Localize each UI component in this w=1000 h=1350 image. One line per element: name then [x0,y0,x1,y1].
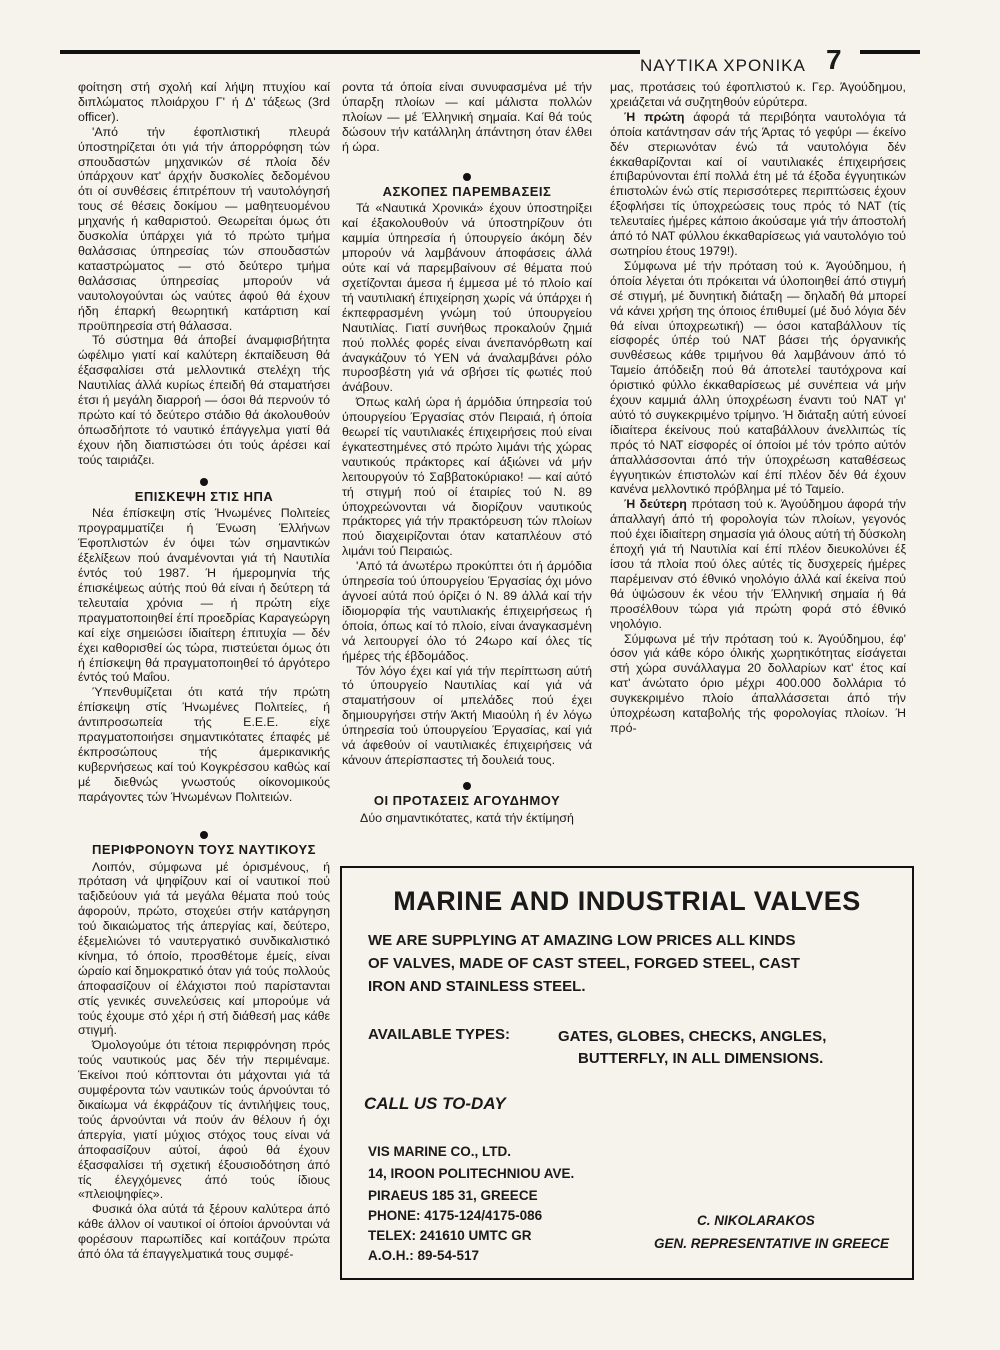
header-rule-right [860,50,920,54]
ad-rep-name: C. NIKOLARAKOS [697,1213,815,1228]
ad-text-line: OF VALVES, MADE OF CAST STEEL, FORGED STEEL, CAST [368,955,800,972]
ad-text-line: IRON AND STAINLESS STEEL. [368,978,586,995]
ad-types-list [558,1026,898,1070]
paragraph: Τά «Ναυτικά Χρονικά» έχουν ύποστηρίξει καί έξακολουθούν νά ύποστηρίζουν ότι καμμία ύπηρεσία ή ύπουργείο άκόμη δέν μπορούν νά λαμβάνουν άποφάσεις άλλά ούτε καί νά παρεμβαίνουν σέ θέματα πού σχετίζονται άμεσα ή έμμεσα μέ τό πλοίο καί τή ναυτιλιακή έπιχείρηση χωρίς νά ύπάρχει ή έκπεφρασμένη γνώμη τού ύπουργείου Ναυτιλίας. Γιατί συνήθως προκαλούν ζημιά πού πολλές φορές είναι άνεπανόρθωτη καί άναγκάζουν τό ΥΕΝ νά άναλαμβάνει ρόλο πυροσβέστη γιά νά σβήσει τίς φωτιές πού άνάβουν. [342,201,592,395]
ad-available-label: AVAILABLE TYPES: [368,1026,510,1043]
bullet-dot [463,782,471,790]
paragraph [610,497,906,631]
section-subheading: Δύο σημαντικότατες, κατά τήν έκτίμησή [360,810,574,825]
paragraph: μας, προτάσεις τού έφοπλιστού κ. Γερ. Άγούδημου, χρειάζεται νά συζητηθούν εύρύτερα. [610,80,906,109]
magazine-title: ΝΑΥΤΙΚΑ ΧΡΟΝΙΚΑ [640,56,806,75]
ad-types-line: GATES, GLOBES, CHECKS, ANGLES, [558,1028,827,1045]
ad-aoh: A.O.H.: 89-54-517 [368,1248,480,1263]
paragraph-body: άφορά τά περιβόητα ναυτολόγια τά όποία κατάντησαν σάν τής Άρτας τό γεφύρι — έκείνο δέν στεριωνόταν ένώ τά ναυτολόγια δέν έκκαθαρίζονται καί οί ναυτιλιακές έπιχειρήσεις έπιβαρύνονται έπί πολλά έτη μέ τά έξοδα έγγυητικών έπιστολών ένώ στίς περισσότερες περιπτώσεις έχουν έξοφλήσει τίς ύποχρεώσεις τους πρός τό ΝΑΤ (τίς τελευταίες ήμέρες κάποιο άκούσαμε γιά τήν άποστολή άπό τό ΝΑΤ φύλλου έκκαθαρίσεως γιά ναυτολόγιο τού σωτηρίου έτους 1979!). [610,109,906,258]
lead-text: Ή δεύτερη [624,497,687,512]
paragraph: Σύμφωνα μέ τήν πρόταση τού κ. Άγούδημου, ή όποία λέγεται ότι πρόκειται νά ύλοποιηθεί άπό στιγμή σέ στιγμή, μέ δυνητική διάταξη — δηλαδή θά μπορεί νά κάνει χρήση της όποιος έπιθυμεί (μέ δυό λόγια δέν θά είναι ύποχρεωτική) — όσοι καταβάλλουν τίς είσφορές ύπέρ τού ΝΑΤ βάσει τής όργανικής συνθέσεως κάθε τριμήνου θά λαμβάνουν άπό τό Ταμείο άπόδειξη πού θά άποτελεί ταυτόχρονα καί όριστικό φύλλο έκκαθαρίσεως μέ συνέπεια νά μήν έχουν καμμιά άλλη ύποχρέωση έναντι τού ΝΑΤ γι' αύτό τό συγκεκριμένο τρίμηνο. Ή διάταξη αύτή εύνοεί ίδιαίτερα έκείνους πού καταβάλλουν άνελλιπώς τίς πρός τό ΝΑΤ είσφορές οί όποίοι μέ τόν τρόπο αύτόν άπαλλάσσονται άπό τήν ύποχρέωση καταθέσεως έγγυητικών έπιστολών καί έπί πλέον δέν θά έχουν κανένα μελλοντικό πρόβλημα μέ τό Ταμείο. [610,258,906,497]
ad-title: MARINE AND INDUSTRIAL VALVES [393,886,861,916]
section-heading: ΠΕΡΙΦΡΟΝΟΥΝ ΤΟΥΣ ΝΑΥΤΙΚΟΥΣ [92,841,316,857]
column-3 [610,80,906,736]
paragraph [610,110,906,259]
paragraph: Λοιπόν, σύμφωνα μέ όρισμένους, ή πρόταση νά ψηφίζουν καί οί ναυτικοί πού ταξιδεύουν γιά τά μεγάλα θέματα πού τούς άφορούν, πρώτο, στοχεύει στήν κατάργηση τού δικαιώματος τής άπεργίας καί, δεύτερο, έξεμελιώνει τό ναυτεργατικό συνδικαλιστικό κίνημα, τό όποίο, προσθέτομε έμείς, είναι ώραίο καί δημοκρατικό όταν γιά τούς πολλούς άποφασίζουν οί έλάχιστοι πού παρίστανται στίς γενικές συνελεύσεις καί μπορούμε νά τούς έχουμε στό χέρι ή στή διάθεσή μας κάθε στιγμή. [78,859,330,1038]
paragraph: Ύπενθυμίζεται ότι κατά τήν πρώτη έπίσκεψη στίς Ήνωμένες Πολιτείες, ή άντιπροσωπεία τής Ε.Ε.Ε. είχε πραγματοποιήσει σημαντικότατες έπαφές μέ έκπροσώπους τής άμερικανικής κυβερνήσεως καί τού Κογκρέσσου καθώς καί μέ διεθνώς γνωστούς οίκονομικούς παράγοντες τών Ήνωμένων Πολιτειών. [78,685,330,804]
bullet-dot [463,173,471,181]
paragraph: ροντα τά όποία είναι συνυφασμένα μέ τήν ύπαρξη πλοίων — καί μάλιστα πολλών πλοίων — μέ Έλληνική σημαία. Καί θά τούς δώσουν τήν κατάλληλη άπάντηση όταν έλθει ή ώρα. [342,80,592,154]
paragraph: 'Από τά άνωτέρω προκύπτει ότι ή άρμόδια ύπηρεσία τού ύπουργείου Έργασίας όχι μόνο άγνοεί αύτά πού όρίζει ό Ν. 89 άλλά καί τήν ίδιομορφία τής ναυτιλιακής έπιχειρήσεως ή όποία, όπως καί τό πλοίο, είναι άναγκασμένη νά λειτουργεί όλο τό 24ωρο καί όλες τίς ήμέρες τής έβδομάδος. [342,559,592,663]
ad-telex: TELEX: 241610 UMTC GR [368,1228,532,1243]
bullet-dot [200,831,208,839]
ad-rep-title: GEN. REPRESENTATIVE IN GREECE [654,1236,890,1251]
paragraph: Τόν λόγο έχει καί γιά τήν περίπτωση αύτή τό ύπουργείο Ναυτιλίας καί γιά νά σταματήσουν οί μπελάδες πού έχει δημιουργήσει στήν Άκτή Μιαούλη ή έν λόγω ύπηρεσία τού ύπουργείου Έργασίας, καί γιά νά άφεθούν οί ναυτιλιακές έπιχειρήσεις νά κάνουν άπερίσπαστες τή δουλειά τους. [342,663,592,767]
paragraph: Τό σύστημα θά άποβεί άναμφισβήτητα ώφέλιμο γιατί καί καλύτερη έκπαίδευση θά έξασφαλίσει στά μελλοντικά στελέχη τής Ναυτιλίας άλλά κυρίως έπειδή θά σταματήσει έτσι ή μεγάλη διαρροή — όσοι θά περνούν τό πρώτο καί τό δεύτερο στάδιο θά άκολουθούν όπωσδήποτε τό ναυτικό έπάγγελμα γιατί θά έχουν ήδη διαπιστώσει ότι τούς άρέσει καί τούς ταιριάζει. [78,333,330,467]
ad-address: PIRAEUS 185 31, GREECE [368,1188,538,1203]
paragraph: Φυσικά όλα αύτά τά ξέρουν καλύτερα άπό κάθε άλλον οί ναυτικοί οί όποίοι άρνούνται νά φορέσουν παρωπίδες καί κοιτάζουν πρώτα άπό όλα τά έπαγγελματικά τους συμφέ- [78,1202,330,1262]
bullet-dot [200,478,208,486]
ad-call-to-action: CALL US TO-DAY [364,1094,506,1113]
ad-company-name: VIS MARINE CO., LTD. [368,1144,512,1159]
paragraph: Όμολογούμε ότι τέτοια περιφρόνηση πρός τούς ναυτικούς μας δέν τήν περιμέναμε. Έκείνοι πού κόπτονται ότι μάχονται γιά τά συμφέροντα τών ναυτικών τούς άρνούνται τό δικαίωμα νά έκφράζουν τίς άντιλήψεις τους, τούς άρνούνται νά πούν άν θέλουν ή όχι άπεργία, γιατί μύχιος στόχος τους είναι νά άποφασίζουν αύτοί, άφού θά έχουν έξασφαλίσει τή σχετική έξουσιοδότηση άπό τίς έλεγχόμενες άπό τούς ίδιους «πλειοψηφίες». [78,1038,330,1202]
ad-types-line: BUTTERFLY, IN ALL DIMENSIONS. [578,1050,824,1067]
ad-address: 14, IROON POLITECHNIOU AVE. [368,1166,575,1181]
column-2 [342,80,592,826]
column-1 [78,80,330,1262]
paragraph: Νέα έπίσκεψη στίς Ήνωμένες Πολιτείες προγραμματίζει ή Ένωση Έλλήνων Έφοπλιστών έν όψει τών σημαντικών έξελίξεων πού άναμένονται γιά τή Ναυτιλία έντός τού 1987. Ή ήμερομηνία τής έπισκέψεως αύτής πού θά είναι ή δεύτερη τά τελευταία χρόνια — ή πρώτη είχε πραγματοποιηθεί έπί προεδρίας Καραγεώργη καί είχε σημειώσει ίδιαίτερη έπιτυχία — δέν έχει καθορισθεί ώς τώρα, πιστεύεται όμως ότι ή έπίσκεψη θά πραγματοποιηθεί τό άργότερο έντός τού Μαΐου. [78,506,330,685]
paragraph: Όπως καλή ώρα ή άρμόδια ύπηρεσία τού ύπουργείου Έργασίας στόν Πειραιά, ή όποία θεωρεί τίς ναυτιλιακές έπιχειρήσεις πού είναι έγκατεστημένες στό πρώτο λιμάνι τής χώρας ναυτικούς πράκτορες καί άξιώνει νά μήν λειτουργούν τό Σαββατοκύριακο! — καί αύτό τή στιγμή πού οί έταιρίες τού Ν. 89 ύποχρεώνονται νά διορίζουν ναυτικούς πράκτορες γιά τήν πρακτόρευση τών πλοίων πού διαχειρίζονται όταν καταπλέουν στό λιμάνι τού Πειραιώς. [342,395,592,559]
header-rule-left [60,50,640,54]
ad-text-line: WE ARE SUPPLYING AT AMAZING LOW PRICES ALL KINDS [368,932,796,949]
valves-advertisement [340,866,914,1280]
lead-text: Ή πρώτη [624,109,685,124]
section-heading: ΑΣΚΟΠΕΣ ΠΑΡΕΜΒΑΣΕΙΣ [382,183,552,199]
paragraph: 'Από τήν έφοπλιστική πλευρά ύποστηρίζεται ότι γιά τήν άπορρόφηση τών σπουδαστών μηχανικών σέ πλοία δέν ύπάρχουν κατ' άρχήν δυσκολίες δεδομένου ότι οί συνθέσεις έπιτρέπουν τή ναυτολόγησή τους σέ θέσεις δοκίμου — μαθητευομένου μηχανής ή καθαριστού. Θεωρείται όμως ότι δυσκολία ύπάρχει γιά τό πρώτο τμήμα θαλάσσιας ύπηρεσίας τών σπουδαστών καταστρώματος — στό δεύτερο τμήμα θαλάσσιας ύπηρεσίας μπορούν νά ναυτολογούνται ώς ναύτες άφού θά έχουν ήδη έπαρκή θεωρητική κατάρτιση καί προϋπηρεσία στή θάλασσα. [78,124,330,333]
section-heading: ΟΙ ΠΡΟΤΑΣΕΙΣ ΑΓΟΥΔΗΜΟΥ [373,792,561,808]
paragraph: Σύμφωνα μέ τήν πρόταση τού κ. Άγούδημου, έφ' όσον γιά κάθε κόρο όλικής χωρητικότητας είσάγεται στή χώρα συνάλλαγμα 20 δολλαρίων κατ' έτος καί κατ' άνώτατο όριο μέχρι 400.000 δολλάρια τό συγκεκριμένο πλοίο άπαλλάσσεται άπό τήν ύποχρέωση καταβολής τής φορολογίας πλοίων. Ή πρό- [610,631,906,735]
ad-phone: PHONE: 4175-124/4175-086 [368,1208,543,1223]
page-number: 7 [826,44,842,75]
paragraph-body: πρόταση τού κ. Άγούδημου άφορά τήν άπαλλαγή άπό τή φορολογία τών πλοίων, γεγονός πού έχει ίδιαίτερη σημασία γιά όλους αύτή τή δύσκολη έποχή γιά τή Ναυτιλία καί έπί πλέον διευκολύνει έξ ίσου τά πλοία πού όλες αύτές τίς δυσχερείς ήμέρες παρέμειναν στό έθνικό νηολόγιο άλλά καί έκείνα πού θά ύψώσουν έκ νέου τήν Έλληνική σημαία ή θά προσέλθουν τώρα γιά πρώτη φορά στό έθνικό νηολόγιο. [610,497,906,631]
paragraph: φοίτηση στή σχολή καί λήψη πτυχίου καί διπλώματος πλοιάρχου Γ' ή Δ' τάξεως (3rd officer). [78,80,330,124]
section-heading: ΕΠΙΣΚΕΨΗ ΣΤΙΣ ΗΠΑ [134,488,274,504]
